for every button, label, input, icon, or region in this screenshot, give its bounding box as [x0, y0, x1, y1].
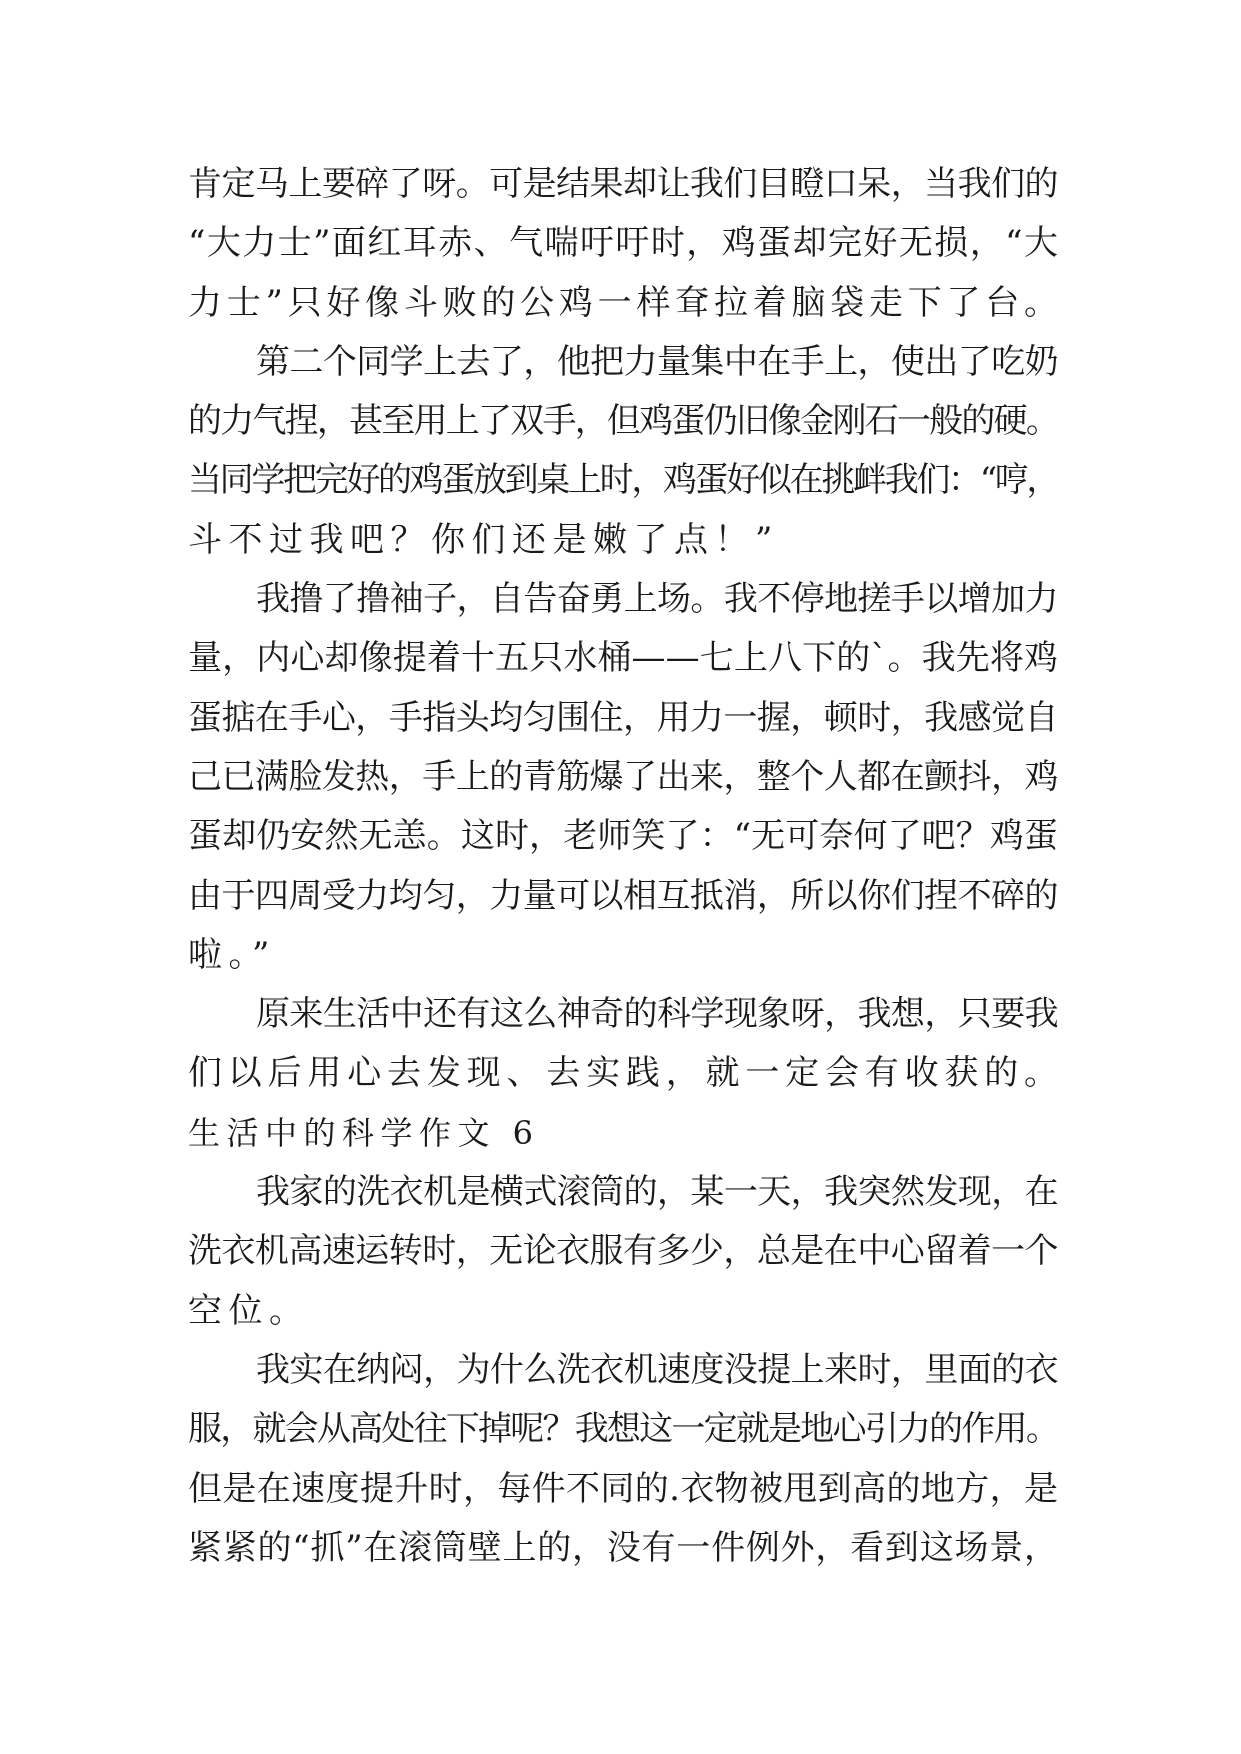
text-line: 蛋却仍安然无恙。这时，老师笑了：“无可奈何了吧？鸡蛋: [188, 816, 1059, 857]
text-line: 们以后用心去发现、去实践，就一定会有收获的。: [188, 1053, 1064, 1094]
text-line: 蛋掂在手心，手指头均匀围住，用力一握，顿时，我感觉自: [188, 697, 1058, 738]
text-line: “大力士”面红耳赤、气喘吁吁时，鸡蛋却完好无损，“大: [188, 223, 1060, 264]
text-line: 己已满脸发热，手上的青筋爆了出来，整个人都在颤抖，鸡: [188, 756, 1058, 797]
text-line: 量，内心却像提着十五只水桶——七上八下的`。我先将鸡: [188, 638, 1059, 679]
text-line: 肯定马上要碎了呀。可是结果却让我们目瞪口呆，当我们的: [188, 164, 1058, 204]
text-line: 但是在速度提升时，每件不同的.衣物被甩到高的地方，是: [188, 1468, 1059, 1509]
paragraph-start-line: 我实在纳闷，为什么洗衣机速度没提上来时，里面的衣: [256, 1349, 1058, 1390]
text-line: 当同学把完好的鸡蛋放到桌上时，鸡蛋好似在挑衅我们：“哼，: [188, 460, 1058, 501]
paragraph-start-line: 原来生活中还有这么神奇的科学现象呀，我想，只要我: [256, 994, 1058, 1035]
paragraph-start-line: 我撸了撸袖子，自告奋勇上场。我不停地搓手以增加力: [256, 579, 1058, 620]
text-line: 啦。”: [188, 934, 276, 975]
text-line: 的力气捏，甚至用上了双手，但鸡蛋仍旧像金刚石一般的硬。: [188, 401, 1058, 442]
text-line: 空位。: [188, 1290, 310, 1331]
document-body: [188, 155, 1064, 1578]
paragraph-start-line: 我家的洗衣机是横式滚筒的，某一天，我突然发现，在: [256, 1172, 1058, 1213]
section-heading: 生活中的科学作文 6: [188, 1113, 540, 1152]
text-line: 斗不过我吧？你们还是嫩了点！”: [188, 519, 779, 560]
text-line: 紧紧的“抓”在滚筒壁上的，没有一件例外，看到这场景，: [188, 1527, 1059, 1568]
text-line: 由于四周受力均匀，力量可以相互抵消，所以你们捏不碎的: [188, 875, 1058, 916]
paragraph-start-line: 第二个同学上去了，他把力量集中在手上，使出了吃奶: [256, 341, 1058, 382]
text-line: 洗衣机高速运转时，无论衣服有多少，总是在中心留着一个: [188, 1231, 1058, 1272]
text-line: 服，就会从高处往下掉呢？我想这一定就是地心引力的作用。: [188, 1409, 1058, 1450]
text-line: 力士”只好像斗败的公鸡一样耷拉着脑袋走下了台。: [188, 282, 1063, 323]
